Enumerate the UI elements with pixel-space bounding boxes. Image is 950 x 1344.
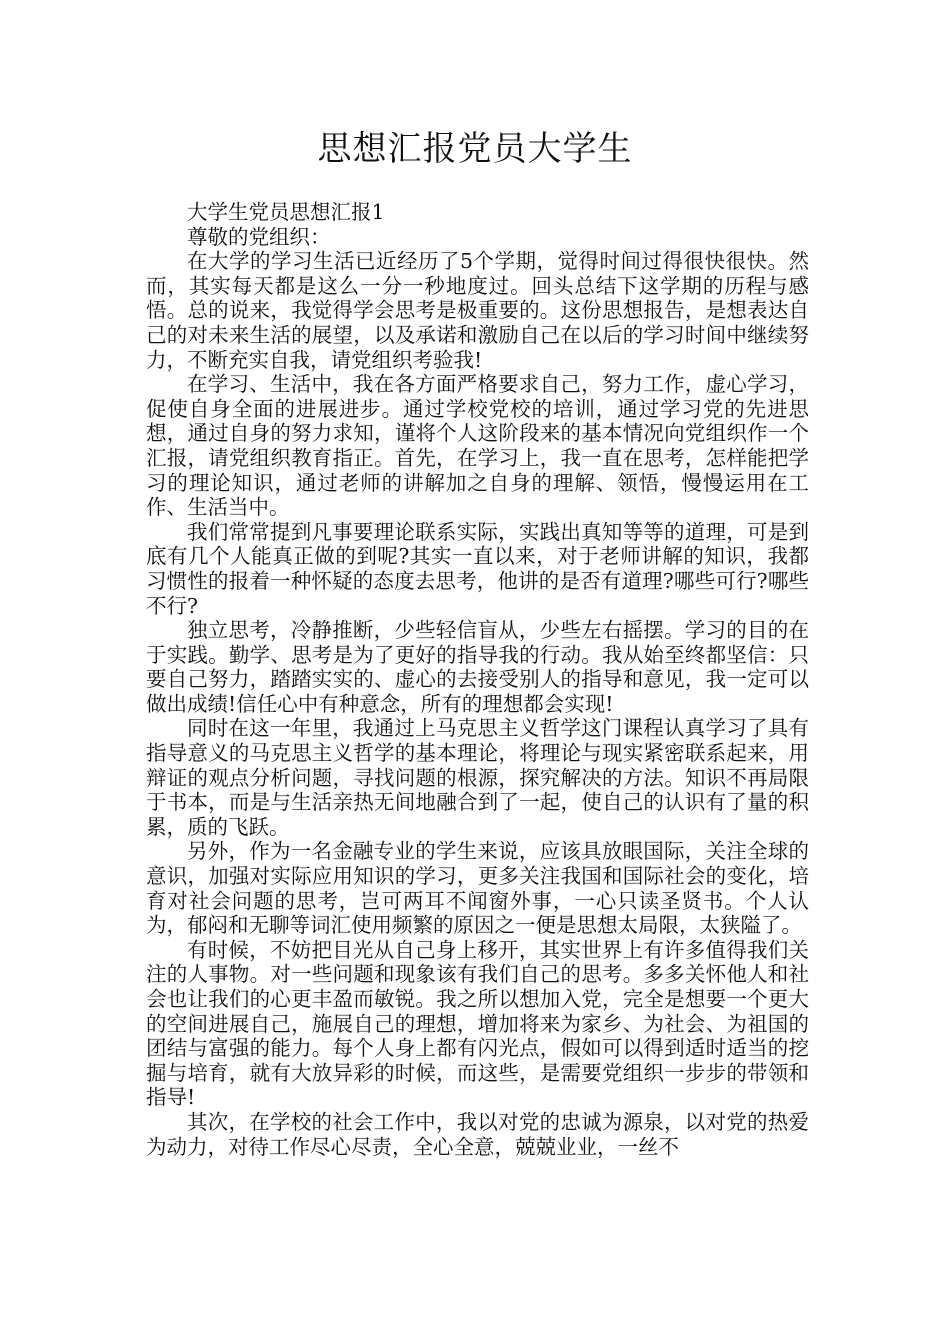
paragraph: 同时在这一年里，我通过上马克思主义哲学这门课程认真学习了具有指导意义的马克思主义哲学的基本理论，将理论与现实紧密联系起来，用辩证的观点分析问题，寻找问题的根源，探究解决的方法。知识不再局限于书本，而是与生活亲热无间地融合到了一起，使自己的认识有了量的积累，质的飞跃。 <box>146 716 809 839</box>
report-heading: 大学生党员思想汇报1 <box>187 200 385 224</box>
document-title: 思想汇报党员大学生 <box>317 129 633 169</box>
paragraph: 独立思考，冷静推断，少些轻信盲从，少些左右摇摆。学习的目的在于实践。勤学、思考是为了更好的指导我的行动。我从始至终都坚信：只要自己努力，踏踏实实的、虚心的去接受别人的指导和意见，我一定可以做出成绩!信任心中有种意念，所有的理想都会实现! <box>146 618 809 716</box>
paragraph: 我们常常提到凡事要理论联系实际，实践出真知等等的道理，可是到底有几个人能真正做的到呢?其实一直以来，对于老师讲解的知识，我都习惯性的报着一种怀疑的态度去思考，他讲的是否有道理?哪些可行?哪些不行? <box>146 519 809 618</box>
paragraph: 有时候，不妨把目光从自己身上移开，其实世界上有许多值得我们关注的人事物。对一些问题和现象该有我们自己的思考。多多关怀他人和社会也让我们的心更丰盈而敏锐。我之所以想加入党，完全是想要一个更大的空间进展自己，施展自己的理想，增加将来为家乡、为社会、为祖国的团结与富强的能力。每个人身上都有闪光点，假如可以得到适时适当的挖掘与培育，就有大放异彩的时候，而这些，是需要党组织一步步的带领和指导! <box>146 937 809 1110</box>
document-body <box>146 200 809 1159</box>
paragraph: 另外，作为一名金融专业的学生来说，应该具放眼国际，关注全球的意识，加强对实际应用知识的学习，更多关注我国和国际社会的变化，培育对社会问题的思考，岂可两耳不闻窗外事，一心只读圣贤书。个人认为，郁闷和无聊等词汇使用频繁的原因之一便是思想太局限，太狭隘了。 <box>146 839 809 938</box>
paragraph: 在大学的学习生活已近经历了5个学期，觉得时间过得很快很快。然而，其实每天都是这么一分一秒地度过。回头总结下这学期的历程与感悟。总的说来，我觉得学会思考是极重要的。这份思想报告，是想表达自己的对未来生活的展望，以及承诺和激励自己在以后的学习时间中继续努力，不断充实自我，请党组织考验我! <box>146 249 809 372</box>
paragraph: 在学习、生活中，我在各方面严格要求自己，努力工作，虚心学习，促使自身全面的进展进步。通过学校党校的培训，通过学习党的先进思想，通过自身的努力求知，谨将个人这阶段来的基本情况向党组织作一个汇报，请党组织教育指正。首先，在学习上，我一直在思考，怎样能把学习的理论知识，通过老师的讲解加之自身的理解、领悟，慢慢运用在工作、生活当中。 <box>146 372 809 520</box>
paragraph: 其次，在学校的社会工作中，我以对党的忠诚为源泉，以对党的热爱为动力，对待工作尽心尽责，全心全意，兢兢业业，一丝不 <box>146 1109 809 1159</box>
salutation: 尊敬的党组织： <box>187 224 331 249</box>
